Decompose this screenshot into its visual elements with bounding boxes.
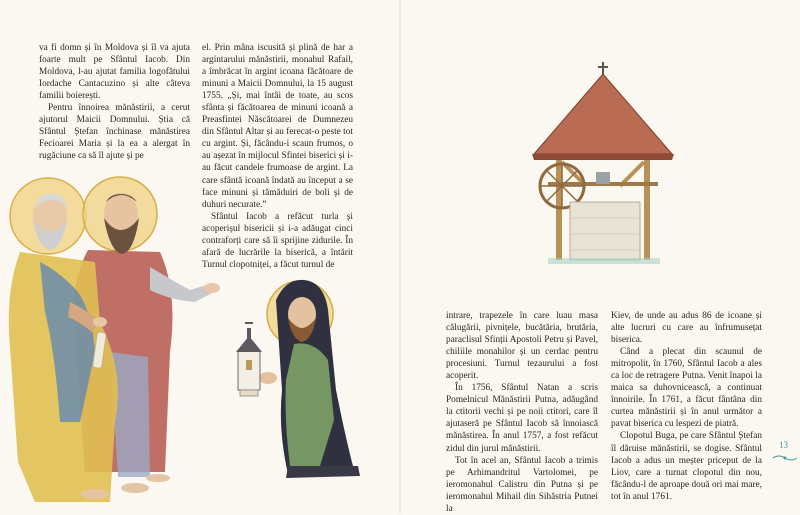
paragraph: intrare, trapezele în care luau masa călugării, pivnițele, bucătăria, brutăria, paraclisul Sfinții Apostoli Petru și Pavel, chiliile monahilor și un cerdac pentru procesiuni. Turnul tezaurului a fost acoperit. <box>446 311 598 382</box>
kneeling-saint-illustration <box>228 270 374 484</box>
page-gutter <box>399 0 401 514</box>
text-column-4 <box>611 310 762 503</box>
page-number: 13 <box>779 440 788 450</box>
paragraph: Sfântul Iacob a refăcut turla și acoperișul bisericii și i-a adăugat cinci contraforți care să îi sprijine zidurile. În afară de lucrările la biserică, a întărit Turnul clopotniței, a făcut turnul de <box>202 211 353 270</box>
ornament-icon <box>772 454 798 462</box>
paragraph: Pentru înnoirea mănăstirii, a cerut ajutorul Maicii Domnului. Știa că Sfântul Ștefan închinase mănăstirea Fecioarei Maria și la ea a alergat în rugăciune ca să îl ajute și pe <box>39 103 190 162</box>
paragraph: Tot în acel an, Sfântul Iacob a trimis pe Arhimandritul Vartolomei, pe ieromonahul Calistru din Putna și pe ieromonahul Mihail din Sihăstria Putnei la <box>446 455 598 514</box>
well-illustration <box>528 62 678 272</box>
paragraph: va fi domn și în Moldova și îl va ajuta foarte mult pe Sfântul Iacob. Din Moldova, l-au ajutat familia logofătului Iordache Cantacuzino și alte câteva familii boierești. <box>39 43 190 102</box>
paragraph: el. Prin mâna iscusită și plină de har a argintarului mănăstirii, monahul Rafail, a îmbrăcat în argint icoana făcătoare de minuni a Maicii Domnului, la 15 august 1755. „Și, mai întâi de toate, au scos sfânta și făcătoarea de minuni icoană a Preasfintei Născătoarei de Dumnezeu din Sfântul Altar și au ferecat-o peste tot cu argint. Și, făcându-i scaun frumos, o au așezat în mijlocul Sfintei biserici și i-au făcut candele frumoase de argint. La care sfântă icoană îndată au început a se face minuni și tămăduiri de boli și de duhuri necurate.” <box>202 43 353 210</box>
apostles-illustration <box>0 172 225 514</box>
paragraph: Clopotul Buga, pe care Sfântul Ștefan îl dăruise mănăstirii, se dogise. Sfântul Iacob a adus un meșter priceput de la Liov, care a turnat clopotul din nou, făcându-l de aproape două ori mai mare, tot în anul 1761. <box>611 431 762 502</box>
paragraph: Când a plecat din scaunul de mitropolit, în 1760, Sfântul Iacob a ales ca loc de retragere Putna. Venit înapoi la maica sa duhovnicească, a continuat înnoirile. În 1761, a făcut fântâna din curtea mănăstirii și în anul următor a pavat biserica cu lespezi de piatră. <box>611 347 762 430</box>
text-column-1 <box>39 42 190 162</box>
text-column-3 <box>446 310 598 515</box>
paragraph: Kiev, de unde au adus 86 de icoane și alte lucruri cu care au înfrumusețat biserica. <box>611 311 762 346</box>
paragraph: În 1756, Sfântul Natan a scris Pomelnicul Mănăstirii Putna, adăugând la ctitorii vechi și pe noii ctitori, care îl ajutaseră pe Sfântul Iacob să înnoiască mănăstirea. În anul 1757, a fost refăcut zidul din jurul mănăstirii. <box>446 383 598 454</box>
